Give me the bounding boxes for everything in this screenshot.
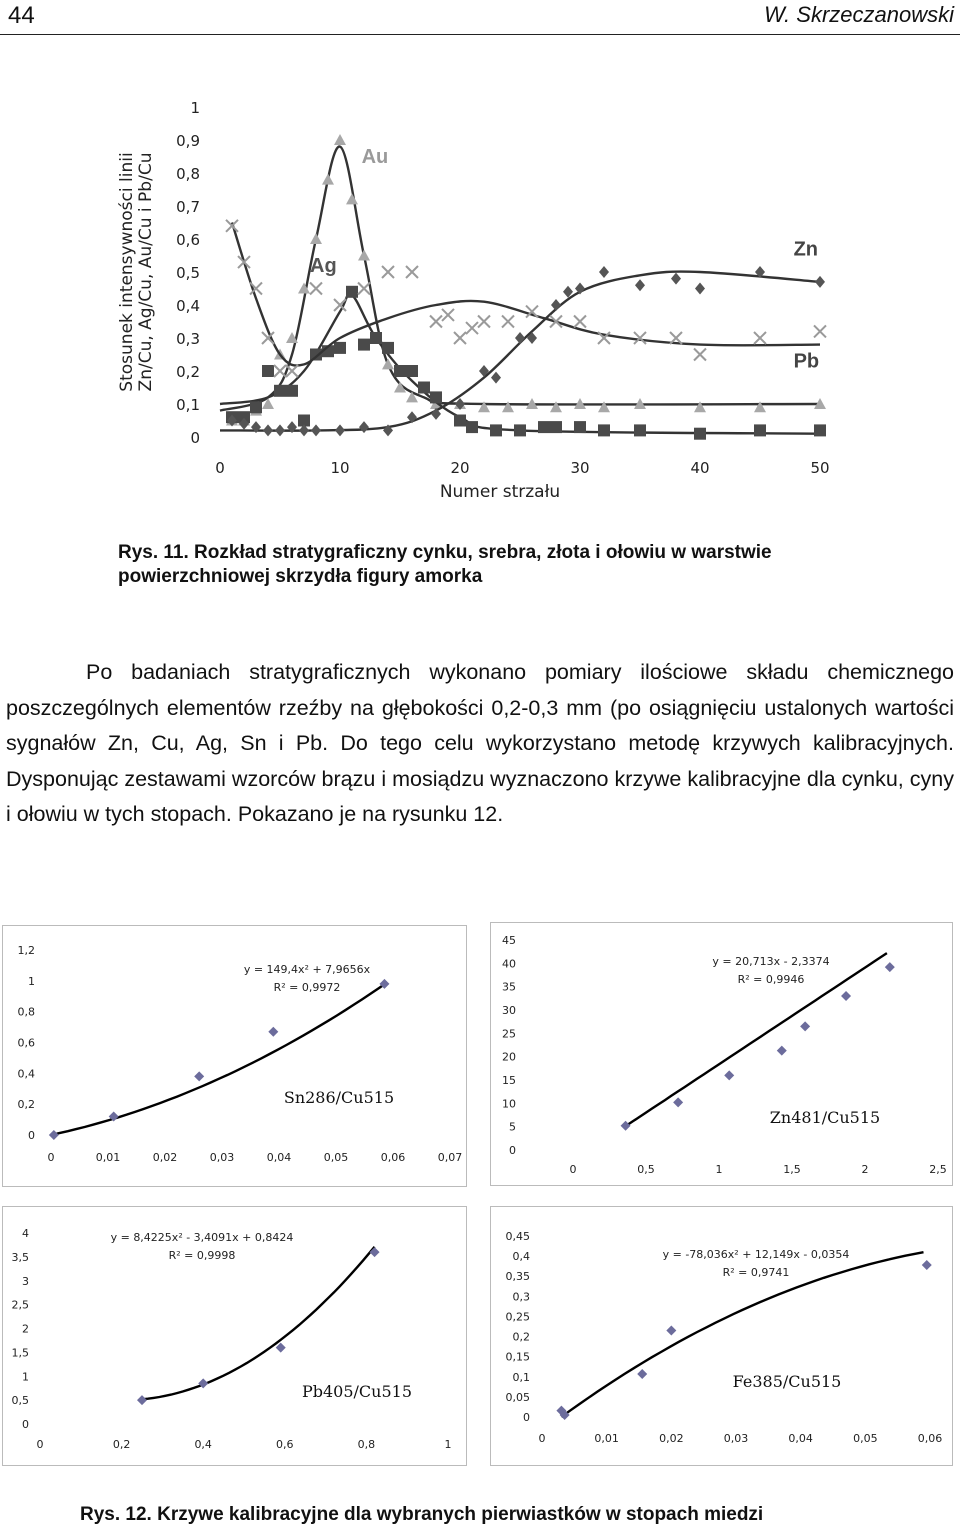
data-point xyxy=(49,1130,59,1140)
y-tick-label: 0 xyxy=(22,1418,29,1431)
data-point xyxy=(666,1326,676,1336)
x-tick-label: 0,02 xyxy=(152,1151,178,1164)
series-label-zn: Zn xyxy=(793,238,819,261)
y-axis-title-line1: Stosunek intensywności linii xyxy=(117,152,137,392)
y-tick-label: 1,2 xyxy=(17,944,35,957)
y-tick-label: 0,4 xyxy=(176,297,200,315)
data-point xyxy=(370,1247,380,1257)
marker-zn xyxy=(275,424,285,436)
y-tick-label: 0 xyxy=(190,429,200,447)
fit-curve xyxy=(51,982,387,1135)
y-tick-label: 0,2 xyxy=(17,1098,35,1112)
y-tick-label: 0,45 xyxy=(505,1230,530,1243)
calibration-plot-zn xyxy=(490,922,951,1184)
y-tick-label: 1 xyxy=(190,99,200,117)
figure-12-caption: Rys. 12. Krzywe kalibracyjne dla wybranych pierwiastków w stopach miedzi xyxy=(80,1504,764,1525)
data-point xyxy=(777,1046,787,1056)
marker-ag xyxy=(490,424,502,436)
paragraph-text: Po badaniach stratygraficznych wykonano pomiary ilościowe składu chemicznego poszczególnych elementów rzeźby na głębokości 0,2-0,3 mm (po osiągnięciu ustalonych wartości sygnałów Zn, Cu, Ag, Sn i Pb. Do tego celu wykorzystano metodę krzywych kalibracyjnych. Dysponując zestawami wzorców brązu i mosiądzu wyznaczono krzywe kalibracyjne dla cynku, cyny i ołowiu w tych stopach. Pokazano je na rysunku 12. xyxy=(6,660,954,827)
page-number: 44 xyxy=(8,2,35,29)
y-axis-title-line2: Zn/Cu, Ag/Cu, Au/Cu i Pb/Cu xyxy=(136,152,156,392)
marker-ag xyxy=(394,365,406,377)
y-tick-label: 0,15 xyxy=(505,1350,530,1364)
marker-au xyxy=(334,134,346,145)
x-tick-label: 20 xyxy=(450,459,470,477)
x-tick-label: 2,5 xyxy=(929,1163,947,1176)
x-tick-label: 0 xyxy=(36,1438,44,1451)
x-tick-label: 1 xyxy=(444,1438,452,1451)
x-tick-label: 0,07 xyxy=(437,1151,463,1164)
marker-zn xyxy=(599,266,609,278)
data-point xyxy=(276,1343,286,1353)
y-tick-label: 0,7 xyxy=(176,198,200,216)
y-tick-label: 0,25 xyxy=(505,1310,530,1324)
x-tick-label: 0,01 xyxy=(95,1151,121,1164)
marker-zn xyxy=(695,283,705,295)
y-tick-label: 0,6 xyxy=(176,231,200,249)
y-tick-label: 3 xyxy=(22,1274,29,1288)
fit-r2: R² = 0,9741 xyxy=(722,1266,790,1279)
y-tick-label: 0,5 xyxy=(11,1394,29,1408)
data-point xyxy=(800,1021,810,1031)
y-tick-label: 40 xyxy=(502,957,516,971)
marker-zn xyxy=(491,372,501,384)
marker-ag xyxy=(598,424,610,436)
marker-au xyxy=(298,283,310,294)
y-tick-label: 25 xyxy=(502,1027,516,1041)
plot-label: Zn481/Cu515 xyxy=(769,1108,881,1127)
y-tick-label: 20 xyxy=(502,1050,516,1064)
x-tick-label: 0,03 xyxy=(723,1432,749,1445)
y-axis-title xyxy=(117,152,156,391)
marker-ag xyxy=(286,385,298,397)
plot-label: Sn286/Cu515 xyxy=(283,1088,395,1107)
marker-au xyxy=(322,174,334,185)
marker-ag xyxy=(538,421,550,433)
x-tick-label: 0 xyxy=(215,459,225,477)
y-tick-label: 0,05 xyxy=(505,1390,530,1404)
x-tick-label: 0 xyxy=(47,1151,55,1164)
x-tick-label: 0,4 xyxy=(194,1438,212,1451)
x-tick-label: 40 xyxy=(690,459,710,477)
y-tick-label: 0,35 xyxy=(505,1270,530,1284)
marker-ag xyxy=(574,421,586,433)
marker-au xyxy=(502,401,514,412)
data-point xyxy=(621,1121,631,1131)
x-axis-title: Numer strzału xyxy=(439,482,561,502)
marker-ag xyxy=(358,339,370,351)
x-tick-label: 0,06 xyxy=(380,1151,406,1164)
x-tick-label: 0 xyxy=(538,1432,546,1445)
x-tick-label: 10 xyxy=(330,459,350,477)
figure-11-chart xyxy=(100,90,850,510)
marker-zn xyxy=(671,273,681,285)
marker-ag xyxy=(406,365,418,377)
y-tick-label: 2,5 xyxy=(11,1298,29,1312)
marker-au xyxy=(346,193,358,204)
x-tick-label: 0,02 xyxy=(659,1432,684,1445)
y-tick-label: 0,5 xyxy=(176,264,200,282)
calibration-plot-fe xyxy=(490,1206,951,1464)
fit-equation: y = 8,4225x² - 3,4091x + 0,8424 xyxy=(110,1231,294,1244)
data-point xyxy=(841,991,851,1001)
y-tick-label: 0 xyxy=(523,1411,530,1424)
marker-ag xyxy=(250,401,262,413)
x-tick-label: 0,2 xyxy=(112,1438,131,1451)
calibration-plot-pb xyxy=(2,1206,465,1464)
x-tick-label: 0 xyxy=(569,1163,577,1176)
y-tick-label: 30 xyxy=(502,1004,516,1017)
marker-zn xyxy=(311,424,321,436)
x-tick-label: 0,04 xyxy=(788,1432,813,1445)
x-tick-label: 0,8 xyxy=(357,1438,376,1451)
x-tick-label: 50 xyxy=(810,459,830,477)
fit-equation: y = 149,4x² + 7,9656x xyxy=(243,963,371,976)
y-tick-label: 0,8 xyxy=(17,1005,35,1019)
y-tick-label: 0,4 xyxy=(17,1067,35,1081)
marker-zn xyxy=(815,276,825,288)
marker-zn xyxy=(359,421,369,433)
marker-ag xyxy=(634,424,646,436)
x-tick-label: 0,5 xyxy=(637,1163,655,1176)
y-tick-label: 0,6 xyxy=(17,1036,35,1050)
marker-au xyxy=(598,401,610,412)
marker-ag xyxy=(514,424,526,436)
y-tick-label: 45 xyxy=(502,934,516,947)
x-tick-label: 30 xyxy=(570,459,590,477)
fit-equation: y = -78,036x² + 12,149x - 0,0354 xyxy=(662,1248,850,1261)
marker-ag xyxy=(346,286,358,298)
marker-zn xyxy=(335,424,345,436)
marker-ag xyxy=(430,391,442,403)
body-paragraph xyxy=(6,655,954,833)
x-tick-label: 0,05 xyxy=(853,1432,878,1445)
running-head: W. Skrzeczanowski xyxy=(764,2,954,27)
y-tick-label: 0,4 xyxy=(512,1250,530,1264)
marker-ag xyxy=(454,415,466,427)
fit-r2: R² = 0,9998 xyxy=(168,1249,236,1262)
x-tick-label: 1 xyxy=(715,1163,723,1176)
marker-ag xyxy=(550,421,562,433)
data-point xyxy=(922,1260,932,1270)
series-curve-ag xyxy=(220,294,820,434)
marker-ag xyxy=(694,428,706,440)
marker-ag xyxy=(262,365,274,377)
marker-au xyxy=(550,401,562,412)
y-tick-label: 10 xyxy=(502,1097,516,1111)
fit-curve xyxy=(142,1247,375,1400)
data-point xyxy=(268,1027,278,1037)
y-tick-label: 1 xyxy=(28,974,35,988)
x-tick-label: 0,04 xyxy=(266,1151,292,1164)
series-label-pb: Pb xyxy=(793,350,820,373)
x-tick-label: 0,01 xyxy=(594,1432,619,1445)
calibration-plot-sn xyxy=(2,925,465,1185)
marker-au xyxy=(694,401,706,412)
marker-ag xyxy=(418,382,430,394)
y-tick-label: 0,2 xyxy=(176,363,200,381)
y-tick-label: 1 xyxy=(22,1370,29,1384)
y-tick-label: 0,8 xyxy=(176,165,200,183)
y-tick-label: 0 xyxy=(509,1144,516,1157)
y-tick-label: 0,1 xyxy=(512,1370,530,1384)
y-tick-label: 0,1 xyxy=(176,396,200,414)
marker-zn xyxy=(263,424,273,436)
marker-ag xyxy=(754,424,766,436)
y-tick-label: 3,5 xyxy=(11,1250,29,1264)
x-tick-label: 2 xyxy=(861,1163,869,1176)
data-point xyxy=(724,1070,734,1080)
y-tick-label: 2 xyxy=(22,1322,29,1336)
data-point xyxy=(885,962,895,972)
x-tick-label: 0,6 xyxy=(276,1438,294,1451)
x-tick-label: 0,05 xyxy=(323,1151,349,1164)
y-tick-label: 5 xyxy=(509,1120,516,1134)
fit-r2: R² = 0,9972 xyxy=(273,981,341,994)
series-curve-au xyxy=(220,147,820,411)
data-point xyxy=(194,1071,204,1081)
y-tick-label: 4 xyxy=(22,1227,29,1240)
marker-au xyxy=(310,233,322,244)
page-header xyxy=(0,0,960,35)
x-tick-label: 0,03 xyxy=(209,1151,235,1164)
series-label-ag: Ag xyxy=(310,255,337,277)
data-point xyxy=(637,1369,647,1379)
plot-label: Fe385/Cu515 xyxy=(732,1372,842,1391)
marker-zn xyxy=(515,332,525,344)
y-tick-label: 35 xyxy=(502,980,516,994)
marker-ag xyxy=(334,342,346,354)
data-point xyxy=(673,1097,683,1107)
y-tick-label: 0 xyxy=(28,1129,35,1142)
marker-ag xyxy=(274,385,286,397)
marker-ag xyxy=(466,421,478,433)
marker-ag xyxy=(814,424,826,436)
marker-zn xyxy=(551,299,561,311)
y-tick-label: 15 xyxy=(502,1074,516,1087)
y-tick-label: 1,5 xyxy=(11,1346,29,1360)
y-tick-label: 0,9 xyxy=(176,132,200,150)
data-point xyxy=(137,1395,147,1405)
marker-ag xyxy=(370,332,382,344)
marker-zn xyxy=(635,279,645,291)
figure-11-caption: Rys. 11. Rozkład stratygraficzny cynku, srebra, złota i ołowiu w warstwie powierzchniowej skrzydła figury amorka xyxy=(118,542,772,587)
fit-r2: R² = 0,9946 xyxy=(737,973,805,986)
plot-label: Pb405/Cu515 xyxy=(301,1382,413,1401)
x-tick-label: 1,5 xyxy=(783,1163,801,1176)
y-tick-label: 0,3 xyxy=(512,1290,530,1304)
y-tick-label: 0,3 xyxy=(176,330,200,348)
fit-equation: y = 20,713x - 2,3374 xyxy=(712,955,830,968)
marker-ag xyxy=(382,342,394,354)
series-label-au: Au xyxy=(361,146,389,169)
y-tick-label: 0,2 xyxy=(512,1330,530,1344)
x-tick-label: 0,06 xyxy=(917,1432,943,1445)
marker-au xyxy=(358,250,370,261)
